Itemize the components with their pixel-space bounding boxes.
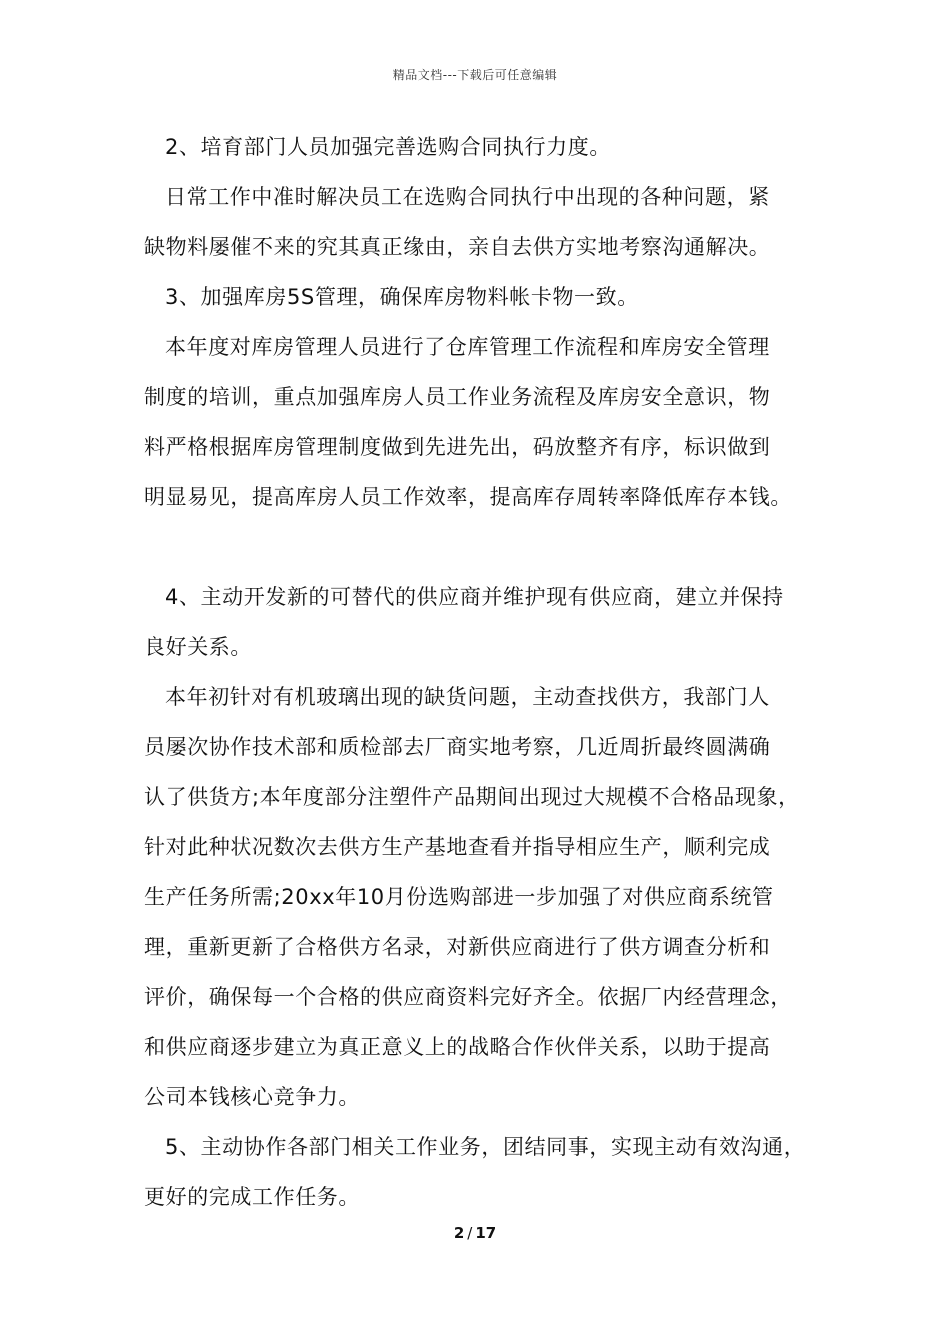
paragraph-heading-2 [144, 122, 820, 172]
paragraph-heading-5 [144, 1122, 820, 1222]
paragraph-heading-4 [144, 572, 820, 672]
paragraph-body-3 [144, 322, 820, 522]
text-line: 公司本钱核心竞争力。 [144, 1085, 360, 1109]
text-line: 料严格根据库房管理制度做到先进先出，码放整齐有序，标识做到 [144, 435, 771, 459]
text-line: 本年度对库房管理人员进行了仓库管理工作流程和库房安全管理 [165, 335, 770, 359]
page-header: 精品文档---下载后可任意编辑 [392, 68, 558, 82]
page-separator: / [467, 1224, 473, 1242]
document-body [144, 122, 820, 1222]
paragraph-heading-3 [144, 272, 820, 322]
paragraph-body-4 [144, 672, 820, 1122]
text-line: 5、主动协作各部门相关工作业务，团结同事，实现主动有效沟通， [165, 1135, 806, 1159]
text-line: 良好关系。 [144, 635, 252, 659]
page-number [0, 1224, 950, 1242]
text-line: 2、培育部门人员加强完善选购合同执行力度。 [165, 135, 611, 159]
text-line: 员屡次协作技术部和质检部去厂商实地考察，几近周折最终圆满确 [144, 735, 771, 759]
text-line: 更好的完成工作任务。 [144, 1185, 360, 1209]
paragraph-spacer [144, 522, 820, 572]
text-line: 评价，确保每一个合格的供应商资料完好齐全。依据厂内经营理念， [144, 985, 792, 1009]
text-line: 日常工作中准时解决员工在选购合同执行中出现的各种问题，紧 [165, 185, 770, 209]
page-total: 17 [475, 1224, 497, 1242]
text-line: 4、主动开发新的可替代的供应商并维护现有供应商，建立并保持 [165, 585, 784, 609]
text-line: 针对此种状况数次去供方生产基地查看并指导相应生产，顺利完成 [144, 835, 771, 859]
page-current: 2 [453, 1224, 465, 1242]
text-line: 认了供货方;本年度部分注塑件产品期间出现过大规模不合格品现象， [144, 785, 800, 809]
text-line: 制度的培训，重点加强库房人员工作业务流程及库房安全意识，物 [144, 385, 771, 409]
text-line: 生产任务所需;20xx年10月份选购部进一步加强了对供应商系统管 [144, 885, 774, 909]
text-line: 明显易见，提高库房人员工作效率，提高库存周转率降低库存本钱。 [144, 485, 792, 509]
paragraph-body-2 [144, 172, 820, 272]
text-line: 3、加强库房5S管理，确保库房物料帐卡物一致。 [165, 285, 639, 309]
text-line: 缺物料屡催不来的究其真正缘由，亲自去供方实地考察沟通解决。 [144, 235, 771, 259]
text-line: 和供应商逐步建立为真正意义上的战略合作伙伴关系，以助于提高 [144, 1035, 771, 1059]
text-line: 理，重新更新了合格供方名录，对新供应商进行了供方调查分析和 [144, 935, 771, 959]
text-line: 本年初针对有机玻璃出现的缺货问题，主动查找供方，我部门人 [165, 685, 770, 709]
